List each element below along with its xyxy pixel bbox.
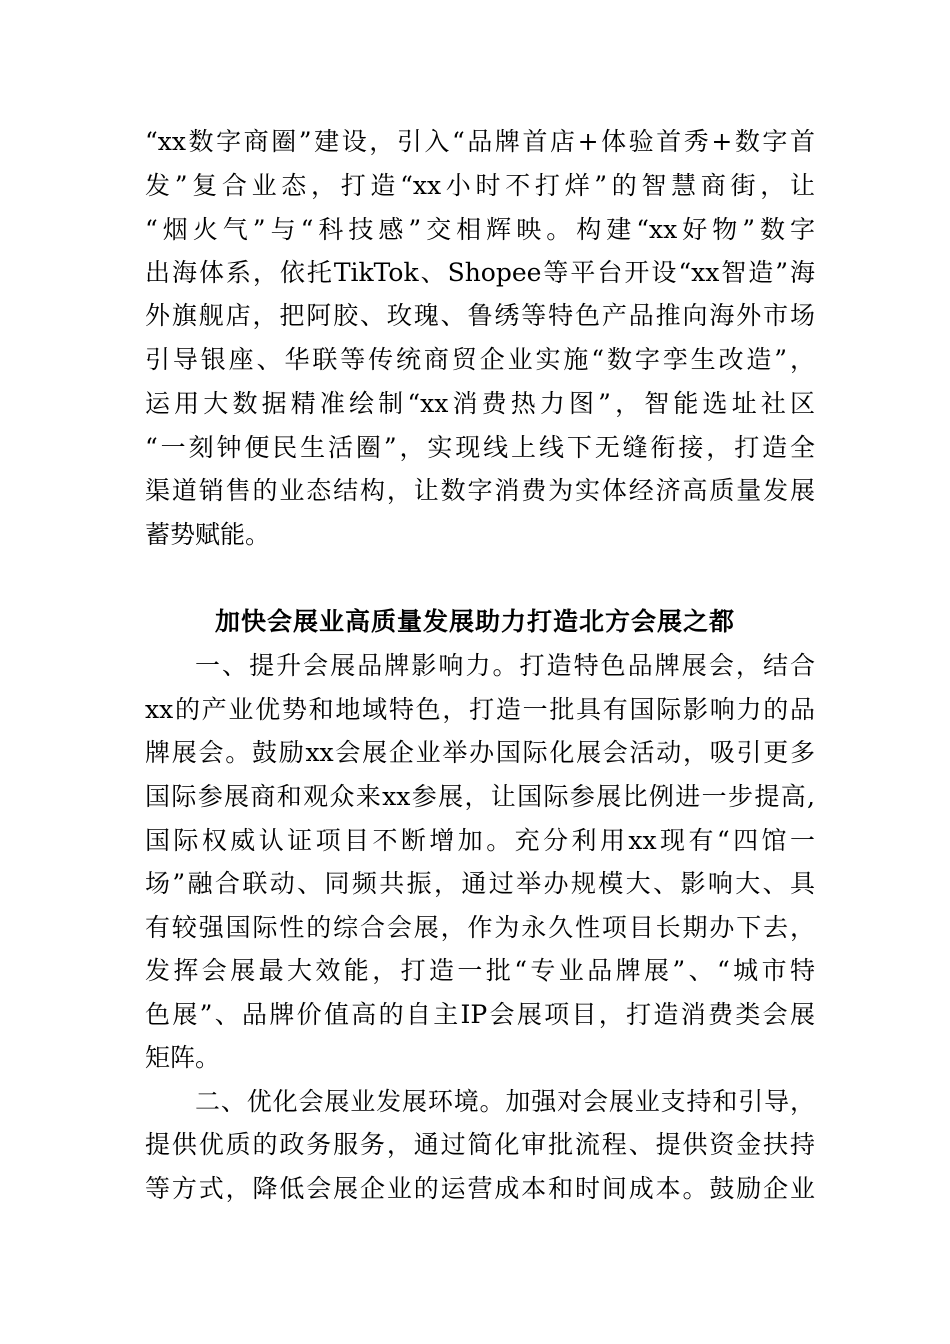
text-line: “烟火气”与“科技感”交相辉映。构建“xx好物”数字 — [145, 215, 815, 244]
text-line: 色展”、品牌价值高的自主IP会展项目，打造消费类会展 — [145, 1000, 815, 1029]
text-line: 等方式，降低会展企业的运营成本和时间成本。鼓励企业 — [145, 1174, 815, 1203]
text-line: 渠道销售的业态结构，让数字消费为实体经济高质量发展 — [145, 476, 815, 505]
text-line: 场”融合联动、同频共振，通过举办规模大、影响大、具 — [145, 869, 815, 898]
text-line: 国际权威认证项目不断增加。充分利用xx现有“四馆一 — [145, 826, 815, 855]
text-line: 外旗舰店，把阿胶、玫瑰、鲁绣等特色产品推向海外市场 — [145, 301, 815, 330]
text-line: 矩阵。 — [145, 1043, 221, 1072]
text-line: xx的产业优势和地域特色，打造一批具有国际影响力的品 — [145, 695, 815, 724]
text-line: 一、提升会展品牌影响力。打造特色品牌展会，结合 — [195, 651, 815, 680]
text-line: 引导银座、华联等传统商贸企业实施“数字孪生改造”， — [145, 345, 815, 374]
text-line: “xx数字商圈”建设，引入“品牌首店+体验首秀+数字首 — [145, 127, 815, 156]
text-line: 二、优化会展业发展环境。加强对会展业支持和引导， — [195, 1087, 815, 1116]
text-line: “一刻钟便民生活圈”，实现线上线下无缝衔接，打造全 — [145, 433, 815, 462]
text-line: 出海体系，依托TikTok、Shopee等平台开设“xx智造”海 — [145, 258, 815, 287]
section-heading: 加快会展业高质量发展助力打造北方会展之都 — [214, 607, 735, 636]
text-line: 提供优质的政务服务，通过简化审批流程、提供资金扶持 — [145, 1130, 815, 1159]
text-line: 国际参展商和观众来xx参展，让国际参展比例进一步提高, — [145, 782, 815, 811]
text-line: 牌展会。鼓励xx会展企业举办国际化展会活动，吸引更多 — [145, 738, 815, 767]
text-line: 发挥会展最大效能，打造一批“专业品牌展”、“城市特 — [145, 956, 815, 985]
text-line: 发”复合业态，打造“xx小时不打烊”的智慧商街，让 — [145, 171, 815, 200]
text-line: 有较强国际性的综合会展，作为永久性项目长期办下去， — [145, 913, 815, 942]
text-line: 运用大数据精准绘制“xx消费热力图”，智能选址社区 — [145, 389, 815, 418]
text-line: 蓄势赋能。 — [145, 520, 271, 549]
